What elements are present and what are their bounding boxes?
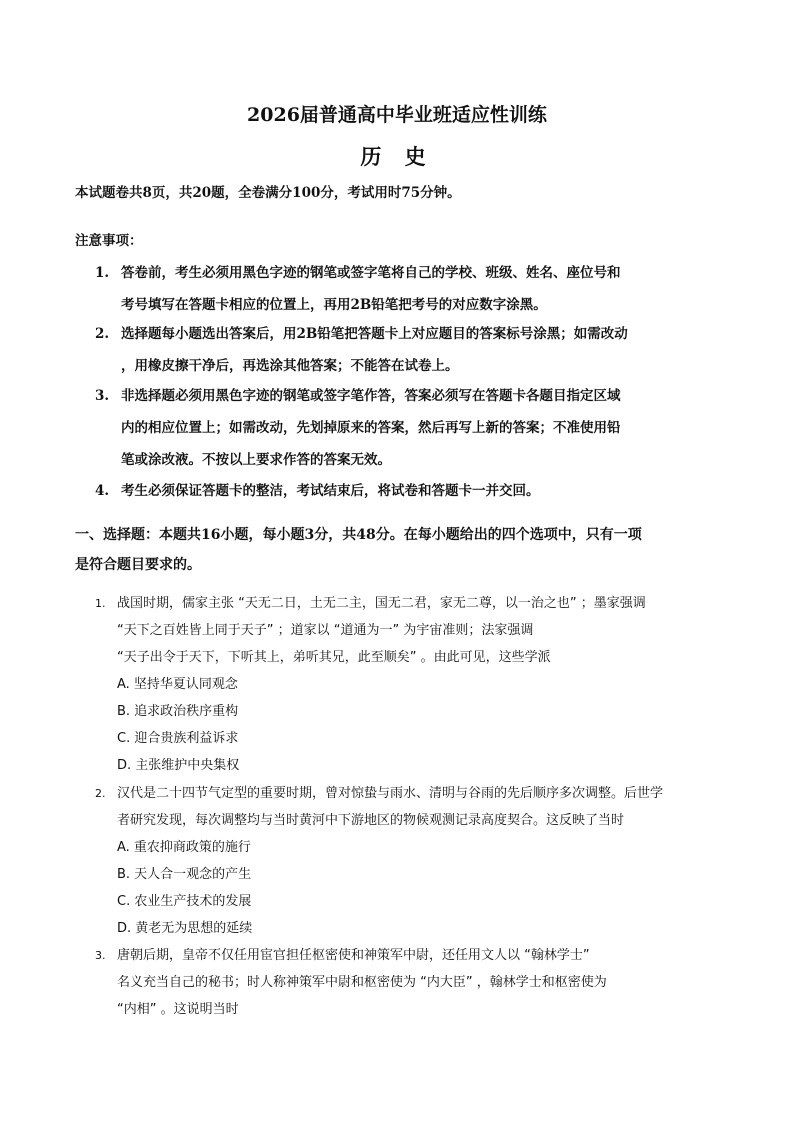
question-stem: 汉代是二十四节气定型的重要时期，曾对惊蛰与雨水、清明与谷雨的先后顺序多次调整。后世学: [117, 786, 664, 801]
section-heading-line: 一、选择题：本题共16小题，每小题3分，共48分。在每小题给出的四个选项中，只有一项: [75, 527, 642, 543]
notice-number: 3.: [95, 388, 110, 404]
notice-text: 笔或涂改液。不按以上要求作答的答案无效。: [121, 452, 391, 468]
notice-item: [95, 318, 720, 382]
notice-text: 答卷前，考生必须用黑色字迹的钢笔或签字笔将自己的学校、班级、姓名、座位号和: [121, 265, 621, 281]
option-d: D. 黄老无为思想的延续: [117, 921, 253, 936]
notice-heading: 注意事项：: [75, 233, 143, 249]
notice-item: [95, 257, 720, 321]
notice-number: 4.: [95, 483, 110, 499]
option-a: A. 坚持华夏认同观念: [117, 677, 238, 692]
question-number: 3.: [95, 949, 106, 962]
notice-text: 内的相应位置上；如需改动，先划掉原来的答案，然后再写上新的答案；不准使用铅: [121, 420, 621, 436]
option-b: B. 天人合一观念的产生: [117, 867, 252, 882]
option-a: A. 重农抑商政策的施行: [117, 840, 251, 855]
notice-text: 考号填写在答题卡相应的位置上，再用2B铅笔把考号的对应数字涂黑。: [121, 297, 547, 313]
page-title: 2026届普通高中毕业班适应性训练: [247, 104, 547, 126]
option-d: D. 主张维护中央集权: [117, 758, 240, 773]
notice-text: ，用橡皮擦干净后，再选涂其他答案；不能答在试卷上。: [121, 358, 459, 374]
section-heading-line: 是符合题目要求的。: [75, 557, 201, 573]
question-stem: “内相” 。这说明当时: [117, 1002, 239, 1017]
question-number: 1.: [95, 597, 106, 610]
section-heading: [75, 520, 725, 580]
notice-text: 考生必须保证答题卡的整洁，考试结束后，将试卷和答题卡一并交回。: [121, 483, 540, 499]
question-stem: 者研究发现，每次调整均与当时黄河中下游地区的物候观测记录高度契合。这反映了当时: [117, 813, 625, 828]
question-1: [95, 590, 725, 779]
question-stem: 唐朝后期，皇帝不仅任用宦官担任枢密使和神策军中尉，还任用文人以 “翰林学士”: [117, 948, 590, 963]
question-number: 2.: [95, 787, 106, 800]
option-c: C. 迎合贵族利益诉求: [117, 731, 239, 746]
exam-intro: 本试题卷共8页，共20题，全卷满分100分，考试用时75分钟。: [75, 185, 461, 201]
question-stem: “天下之百姓皆上同于天子” ；道家以 “道通为一” 为宇宙准则；法家强调: [117, 623, 534, 638]
notice-number: 2.: [95, 326, 110, 342]
question-3: [95, 942, 725, 1023]
option-b: B. 追求政治秩序重构: [117, 704, 239, 719]
notice-text: 选择题每小题选出答案后，用2B铅笔把答题卡上对应题目的答案标号涂黑；如需改动: [121, 326, 628, 342]
notice-text: 非选择题必须用黑色字迹的钢笔或签字笔作答，答案必须写在答题卡各题目指定区域: [121, 388, 621, 404]
notice-item: [95, 380, 720, 476]
option-c: C. 农业生产技术的发展: [117, 894, 252, 909]
notice-item: [95, 475, 720, 507]
subject-title: 历 史: [360, 144, 434, 169]
question-2: [95, 780, 725, 942]
question-stem: “天子出令于天下，下听其上，弟听其兄，此至顺矣” 。由此可见，这些学派: [117, 650, 551, 665]
question-stem: 名义充当自己的秘书；时人称神策军中尉和枢密使为 “内大臣” ，翰林学士和枢密使为: [117, 975, 607, 990]
notice-number: 1.: [95, 265, 110, 281]
question-stem: 战国时期，儒家主张 “天无二日，土无二主，国无二君，家无二尊，以一治之也” ；墨家强调: [117, 596, 646, 611]
